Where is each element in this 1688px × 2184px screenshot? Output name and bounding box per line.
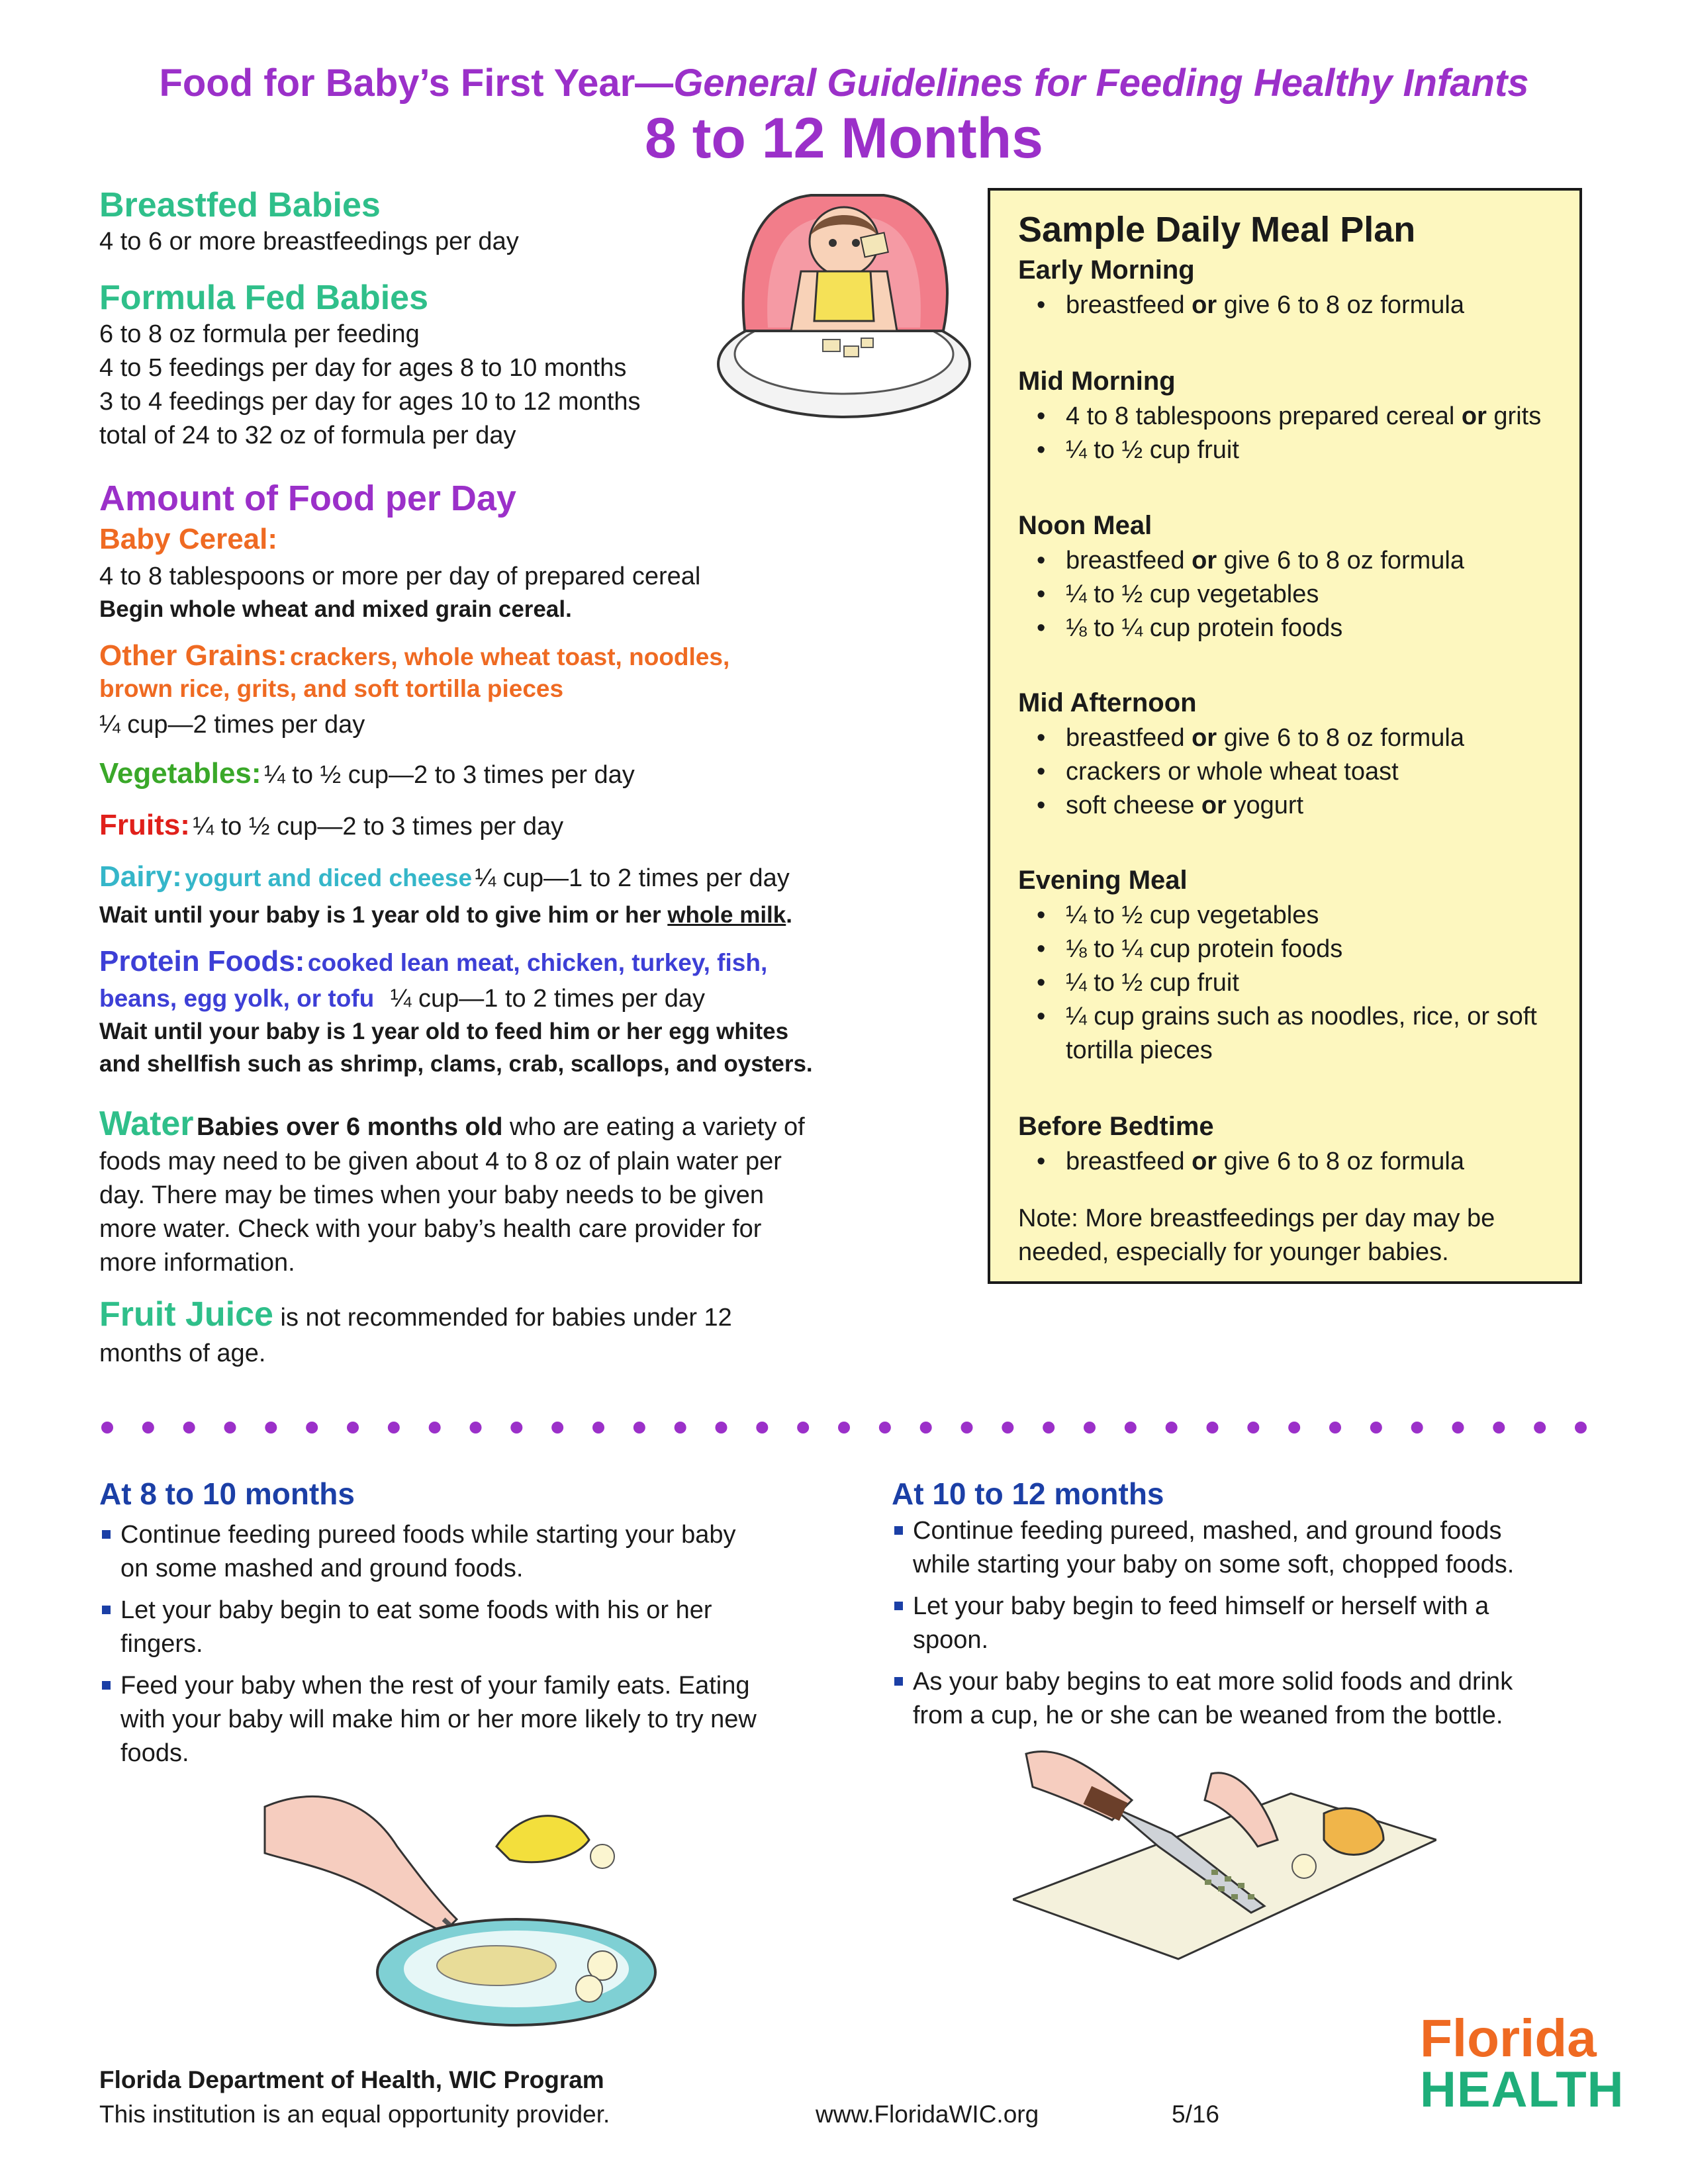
meal-plan-title: Sample Daily Meal Plan	[1018, 210, 1416, 250]
divider-dot	[1166, 1422, 1178, 1433]
vegetables-heading: Vegetables:	[99, 757, 261, 790]
meal-list-mid-afternoon	[1018, 721, 1464, 823]
page-subtitle: 8 to 12 Months	[644, 107, 1044, 170]
chopping-board-illustration	[1013, 1747, 1436, 1966]
divider-dot	[1411, 1422, 1423, 1433]
formula-heading: Formula Fed Babies	[99, 279, 428, 317]
meal-item: • ¼ to ½ cup fruit	[1018, 433, 1541, 467]
meal-item: • ¼ to ½ cup fruit	[1018, 966, 1537, 1000]
water-line: foods may need to be given about 4 to 8 oz of plain water per	[99, 1148, 782, 1175]
grains-heading: Other Grains:	[99, 639, 287, 672]
whole-milk-text: whole milk	[667, 902, 786, 928]
divider-dot	[1084, 1422, 1096, 1433]
stage2-item: Let your baby begin to feed himself or herself with a spoon.	[892, 1590, 1620, 1657]
vegetables-amount: ¼ to ½ cup—2 to 3 times per day	[264, 761, 635, 789]
dairy-note-end: .	[786, 902, 792, 928]
fork-plate-illustration	[258, 1767, 669, 2032]
meal-item: • crackers or whole wheat toast	[1018, 755, 1464, 789]
logo-florida: Florida	[1420, 2009, 1597, 2068]
divider-dot	[306, 1422, 318, 1433]
divider-dot	[1247, 1422, 1259, 1433]
breastfed-text: 4 to 6 or more breastfeedings per day	[99, 228, 519, 255]
stage1-item: Feed your baby when the rest of your family eats. Eating with your baby will make him or her more likely to try new foods.	[99, 1669, 827, 1770]
meal-item: • 4 to 8 tablespoons prepared cereal or grits	[1018, 400, 1541, 433]
cereal-note: Begin whole wheat and mixed grain cereal.	[99, 596, 572, 622]
divider-dot	[510, 1422, 522, 1433]
water-heading: Water	[99, 1105, 194, 1143]
title-italic: General Guidelines for Feeding Healthy Infants	[673, 62, 1529, 105]
juice-line: is not recommended for babies under 12	[273, 1304, 732, 1332]
divider-dot	[838, 1422, 850, 1433]
protein-desc: cooked lean meat, chicken, turkey, fish,	[307, 949, 768, 976]
divider-dot	[551, 1422, 563, 1433]
protein-amount: ¼ cup—1 to 2 times per day	[390, 985, 705, 1013]
meal-list-mid-morning	[1018, 400, 1541, 467]
water-line: more information.	[99, 1249, 295, 1277]
page-title	[0, 61, 1688, 105]
divider-dot	[101, 1422, 113, 1433]
meal-plan-box	[988, 188, 1582, 1284]
meal-heading-bedtime: Before Bedtime	[1018, 1112, 1214, 1141]
divider-dot	[920, 1422, 932, 1433]
dairy-amount: ¼ cup—1 to 2 times per day	[475, 864, 790, 892]
note-line: needed, especially for younger babies.	[1018, 1238, 1449, 1266]
divider-dot	[633, 1422, 645, 1433]
stage2-item: As your baby begins to eat more solid foods and drink from a cup, he or she can be weaned from the bottle.	[892, 1665, 1620, 1733]
stage2-heading: At 10 to 12 months	[892, 1477, 1164, 1511]
divider-dot	[1288, 1422, 1300, 1433]
divider-dot	[265, 1422, 277, 1433]
protein-heading: Protein Foods:	[99, 945, 305, 978]
divider-dot	[1493, 1422, 1505, 1433]
divider-dot	[1043, 1422, 1055, 1433]
grains-row	[99, 639, 729, 672]
divider-dot	[1002, 1422, 1013, 1433]
meal-item: • ⅛ to ¼ cup protein foods	[1018, 933, 1537, 966]
fruits-row	[99, 809, 563, 844]
meal-item: • soft cheese or yogurt	[1018, 789, 1464, 823]
florida-health-logo	[1420, 2009, 1624, 2118]
dairy-note-text: Wait until your baby is 1 year old to give him or her	[99, 902, 668, 928]
meal-item: • breastfeed or give 6 to 8 oz formula	[1018, 721, 1464, 755]
meal-item: • ¼ to ½ cup vegetables	[1018, 899, 1537, 933]
divider-dot	[879, 1422, 891, 1433]
water-row	[99, 1104, 805, 1144]
juice-line-2: months of age.	[99, 1340, 266, 1367]
water-line: more water. Check with your baby’s health care provider for	[99, 1215, 762, 1243]
dairy-heading: Dairy:	[99, 860, 182, 893]
fruits-heading: Fruits:	[99, 809, 190, 841]
footer-org: Florida Department of Health, WIC Program	[99, 2066, 604, 2093]
divider-dot	[1575, 1422, 1587, 1433]
dairy-row	[99, 860, 790, 895]
juice-row	[99, 1295, 732, 1335]
vegetables-row	[99, 757, 635, 792]
footer-equal-opportunity: This institution is an equal opportunity provider.	[99, 2101, 610, 2128]
water-text	[99, 1145, 782, 1280]
meal-plan-note	[1018, 1202, 1495, 1269]
note-line: Note: More breastfeedings per day may be	[1018, 1205, 1495, 1232]
water-line: who are eating a variety of	[502, 1113, 805, 1141]
divider-dot	[1329, 1422, 1341, 1433]
meal-list-bedtime	[1018, 1145, 1464, 1179]
protein-note	[99, 1015, 813, 1080]
amount-heading: Amount of Food per Day	[99, 478, 516, 518]
meal-item: • ⅛ to ¼ cup protein foods	[1018, 612, 1464, 645]
logo-health: HEALTH	[1420, 2062, 1624, 2118]
divider-dot	[961, 1422, 973, 1433]
meal-item: • breastfeed or give 6 to 8 oz formula	[1018, 1145, 1464, 1179]
meal-heading-mid-afternoon: Mid Afternoon	[1018, 688, 1197, 717]
formula-line: 6 to 8 oz formula per feeding	[99, 320, 420, 348]
divider-dot	[756, 1422, 768, 1433]
dotted-divider	[99, 1420, 1589, 1435]
cereal-heading: Baby Cereal:	[99, 523, 278, 555]
divider-dot	[183, 1422, 195, 1433]
divider-dot	[716, 1422, 727, 1433]
juice-heading: Fruit Juice	[99, 1295, 273, 1334]
meal-list-noon	[1018, 544, 1464, 645]
stage1-item: Continue feeding pureed foods while starting your baby on some mashed and ground foods.	[99, 1518, 827, 1586]
meal-heading-early-morning: Early Morning	[1018, 255, 1195, 285]
water-bold: Babies over 6 months old	[197, 1113, 503, 1141]
formula-lines	[99, 318, 641, 453]
footer-url[interactable]: www.FloridaWIC.org	[816, 2101, 1039, 2128]
stage2-list	[892, 1514, 1620, 1741]
water-line: day. There may be times when your baby needs to be given	[99, 1181, 765, 1209]
meal-item: • ¼ cup grains such as noodles, rice, or soft tortilla pieces	[1018, 1000, 1537, 1068]
title-main: Food for Baby’s First Year—	[159, 62, 674, 105]
stage1-item: Let your baby begin to eat some foods with his or her fingers.	[99, 1594, 827, 1661]
divider-dot	[1370, 1422, 1382, 1433]
grains-desc: crackers, whole wheat toast, noodles,	[290, 643, 730, 670]
dairy-desc: yogurt and diced cheese	[185, 864, 473, 891]
dairy-note	[99, 899, 792, 931]
meal-heading-evening: Evening Meal	[1018, 866, 1188, 895]
breastfed-heading: Breastfed Babies	[99, 186, 381, 224]
divider-dot	[592, 1422, 604, 1433]
fruits-amount: ¼ to ½ cup—2 to 3 times per day	[193, 813, 564, 841]
protein-desc-2: beans, egg yolk, or tofu	[99, 985, 375, 1012]
divider-dot	[224, 1422, 236, 1433]
divider-dot	[470, 1422, 482, 1433]
stage2-item: Continue feeding pureed, mashed, and ground foods while starting your baby on some soft, chopped foods.	[892, 1514, 1620, 1582]
meal-item: • breastfeed or give 6 to 8 oz formula	[1018, 289, 1464, 322]
divider-dot	[797, 1422, 809, 1433]
divider-dot	[347, 1422, 359, 1433]
grains-amount: ¼ cup—2 times per day	[99, 711, 365, 739]
protein-note-line: and shellfish such as shrimp, clams, crab, scallops, and oysters.	[99, 1051, 813, 1077]
protein-note-line: Wait until your baby is 1 year old to feed him or her egg whites	[99, 1019, 789, 1044]
baby-highchair-illustration	[712, 189, 976, 427]
divider-dot	[388, 1422, 400, 1433]
protein-row-2	[99, 982, 705, 1016]
divider-dot	[1452, 1422, 1464, 1433]
meal-heading-mid-morning: Mid Morning	[1018, 367, 1176, 396]
meal-list-early-morning	[1018, 289, 1464, 322]
divider-dot	[1534, 1422, 1546, 1433]
meal-item: • breastfeed or give 6 to 8 oz formula	[1018, 544, 1464, 578]
stage1-list	[99, 1518, 827, 1778]
divider-dot	[1207, 1422, 1219, 1433]
formula-line: 4 to 5 feedings per day for ages 8 to 10 months	[99, 354, 627, 382]
grains-desc-2: brown rice, grits, and soft tortilla pieces	[99, 675, 564, 702]
stage1-heading: At 8 to 10 months	[99, 1477, 355, 1511]
divider-dot	[1125, 1422, 1137, 1433]
meal-item: • ¼ to ½ cup vegetables	[1018, 578, 1464, 612]
protein-row	[99, 945, 767, 978]
formula-line: total of 24 to 32 oz of formula per day	[99, 422, 516, 449]
meal-heading-noon: Noon Meal	[1018, 511, 1152, 540]
divider-dot	[142, 1422, 154, 1433]
divider-dot	[429, 1422, 441, 1433]
cereal-line: 4 to 8 tablespoons or more per day of prepared cereal	[99, 563, 701, 590]
formula-line: 3 to 4 feedings per day for ages 10 to 12 months	[99, 388, 641, 416]
meal-list-evening	[1018, 899, 1537, 1068]
footer-date: 5/16	[1172, 2101, 1220, 2128]
divider-dot	[675, 1422, 686, 1433]
